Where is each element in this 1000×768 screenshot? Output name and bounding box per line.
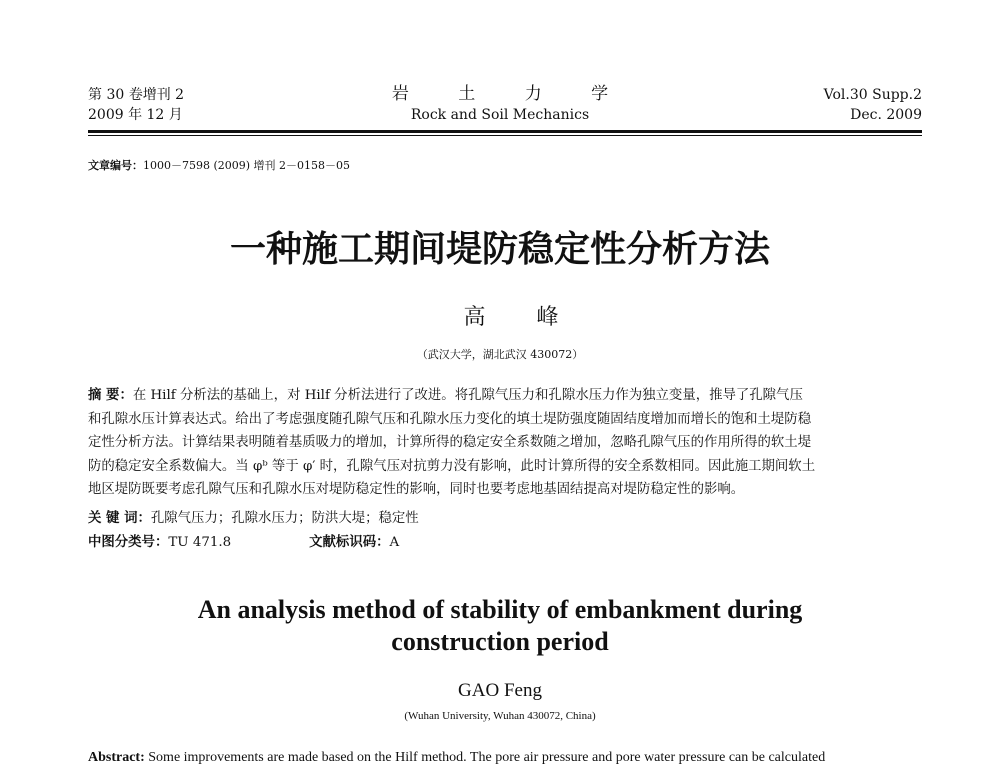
author-cn: 高 峰 <box>463 305 581 330</box>
publication-date-en: Dec. 2009 <box>850 107 922 123</box>
abstract-en <box>88 748 924 768</box>
abstract-cn <box>88 384 924 502</box>
affiliation-en: (Wuhan University, Wuhan 430072, China) <box>404 710 596 722</box>
abstract-cn-line-4: 防的稳定安全系数偏大。当 φᵇ 等于 φ′ 时，孔隙气压对抗剪力没有影响，此时计算所得的安全系数相同。因此施工期间软土 <box>88 458 816 474</box>
abstract-cn-line-3: 定性分析方法。计算结果表明随着基质吸力的增加，计算所得的稳定安全系数随之增加，忽略孔隙气压的作用所得的软土堤 <box>88 435 812 451</box>
journal-name-cn: 岩 土 力 学 <box>391 84 631 104</box>
journal-name-en: Rock and Soil Mechanics <box>410 107 590 123</box>
doc-code-label: 文献标识码： <box>309 535 390 550</box>
keywords <box>88 508 419 530</box>
article-number-value: 1000－7598 (2009) 增刊 2－0158－05 <box>143 159 351 172</box>
publication-date: 2009 年 12 月 <box>88 107 183 123</box>
abstract-cn-label: 摘 要： <box>88 388 133 403</box>
paper-title-cn: 一种施工期间堤防稳定性分析方法 <box>229 229 770 270</box>
paper-title-en <box>0 594 1000 658</box>
article-number <box>88 158 350 174</box>
author-en: GAO Feng <box>458 680 542 701</box>
clc-label: 中图分类号： <box>88 535 169 550</box>
article-number-label: 文章编号： <box>88 159 143 172</box>
clc-value: TU 471.8 <box>168 535 232 550</box>
abstract-cn-line-5: 地区堤防既要考虑孔隙气压和孔隙水压对堤防稳定性的影响，同时也要考虑地基固结提高对堤防稳定性的影响。 <box>88 482 745 498</box>
abstract-en-label: Abstract: <box>88 750 145 765</box>
abstract-cn-line-1: 摘 要：在 Hilf 分析法的基础上，对 Hilf 分析法进行了改进。将孔隙气压力和孔隙水压力作为独立变量，推导了孔隙气压 <box>88 388 803 403</box>
doc-code-value: A <box>389 535 400 550</box>
affiliation-cn: （武汉大学，湖北武汉 430072） <box>416 348 584 361</box>
volume-issue-en: Vol.30 Supp.2 <box>823 87 922 103</box>
header-rule-thick <box>88 130 922 133</box>
paper-title-en-line-2: construction period <box>391 627 609 656</box>
keywords-label: 关 键 词： <box>88 511 151 526</box>
header-right <box>824 85 922 125</box>
keywords-value: 孔隙气压力；孔隙水压力；防洪大堤；稳定性 <box>150 511 419 526</box>
abstract-cn-line-2: 和孔隙水压计算表达式。给出了考虑强度随孔隙气压和孔隙水压力变化的填土堤防强度随固结度增加而增长的饱和土堤防稳 <box>88 411 812 427</box>
paper-title-en-line-1: An analysis method of stability of embankment during <box>197 595 803 624</box>
abstract-en-text: Some improvements are made based on the Hilf method. The pore air pressure and pore water pressure can be calculated <box>148 750 826 765</box>
header-rule-thin <box>88 135 922 136</box>
volume-issue: 第 30 卷增刊 2 <box>88 87 185 103</box>
classification <box>88 532 399 554</box>
